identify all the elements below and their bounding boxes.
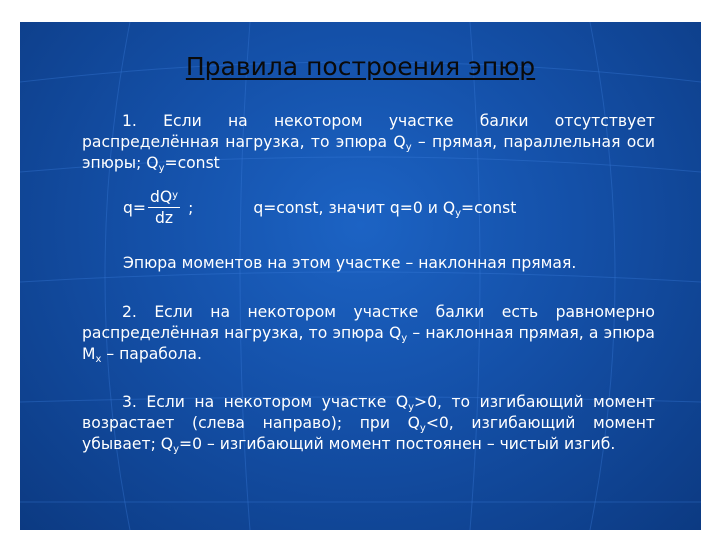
moment-line: Эпюра моментов на этом участке – наклонная прямая. xyxy=(123,254,577,272)
formula-numerator-text: dQ xyxy=(149,188,173,206)
formula-denominator: dz xyxy=(154,209,174,227)
formula-condition xyxy=(253,199,516,217)
formula-numerator xyxy=(148,188,180,208)
formula-lhs: q= xyxy=(123,198,146,217)
rule-3-text-b: >0, то изгибающий момент возрастает (слева направо); при Q xyxy=(82,393,655,432)
rule-3 xyxy=(82,392,655,455)
rule-1-text-c: =const xyxy=(164,154,220,172)
rule-1-number: 1. xyxy=(122,112,137,130)
rule-3-sub-c: y xyxy=(173,444,179,455)
rule-1-sub-b: y xyxy=(158,163,165,174)
rule-2 xyxy=(82,302,655,365)
formula-fraction xyxy=(148,188,180,227)
slide xyxy=(20,22,701,530)
formula-condition-b: =const xyxy=(461,198,517,217)
rule-3-number: 3. xyxy=(122,393,137,411)
rule-1-sub-a: y xyxy=(405,142,412,153)
formula-condition-sub: y xyxy=(455,207,462,219)
formula-numerator-sub: y xyxy=(172,190,179,201)
rule-2-sub-a: y xyxy=(401,333,408,344)
formula-condition-a: q=const, значит q=0 и Q xyxy=(253,198,456,217)
rule-3-text-d: =0 – изгибающий момент постоянен – чистый изгиб. xyxy=(179,435,616,453)
rule-3-sub-b: y xyxy=(419,423,426,434)
rule-2-text-a: Если на некотором участке балки есть равномерно распределённая нагрузка, то эпюра Q xyxy=(82,303,655,342)
rule-2-sub-b: x xyxy=(95,354,102,365)
rule-2-number: 2. xyxy=(122,303,137,321)
rule-1-text-b: – прямая, параллельная оси эпюры; Q xyxy=(82,133,655,172)
rule-1 xyxy=(82,111,655,174)
formula-separator: ; xyxy=(188,198,194,217)
rule-3-text-c: <0, изгибающий момент убывает; Q xyxy=(82,414,655,453)
rule-2-text-c: – парабола. xyxy=(101,345,202,363)
rule-2-text-b: – наклонная прямая, а эпюра M xyxy=(82,324,655,363)
formula xyxy=(123,188,516,227)
slide-title: Правила построения эпюр xyxy=(185,52,536,81)
rule-3-text-a: Если на некотором участке Q xyxy=(146,393,409,411)
rule-3-sub-a: y xyxy=(408,402,415,413)
rule-1-text-a: Если на некотором участке балки отсутствует распределённая нагрузка, то эпюра Q xyxy=(82,112,655,151)
